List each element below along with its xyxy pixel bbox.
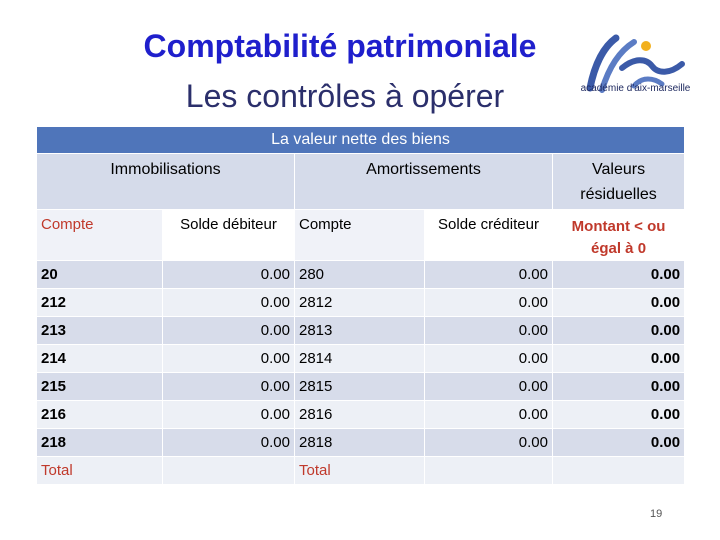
cell-compte-amort: 2813 (295, 317, 425, 345)
total-label: Total (37, 457, 163, 485)
col-montant: Montant < ou égal à 0 (553, 210, 685, 261)
total-valeur (553, 457, 685, 485)
cell-credit: 0.00 (425, 373, 553, 401)
cell-credit: 0.00 (425, 345, 553, 373)
col-compte-immo: Compte (37, 210, 163, 261)
cell-valeur: 0.00 (553, 261, 685, 289)
academy-logo-icon (572, 28, 692, 108)
table-row (37, 401, 685, 429)
total-credit (425, 457, 553, 485)
total-debit (163, 457, 295, 485)
table-row (37, 373, 685, 401)
cell-debit: 0.00 (163, 401, 295, 429)
table-row (37, 289, 685, 317)
cell-compte: 215 (37, 373, 163, 401)
cell-credit: 0.00 (425, 261, 553, 289)
col-compte-amort: Compte (295, 210, 425, 261)
cell-compte: 212 (37, 289, 163, 317)
col-solde-debiteur: Solde débiteur (163, 210, 295, 261)
table-caption: La valeur nette des biens (37, 127, 685, 154)
group-amortissements: Amortissements (295, 154, 553, 210)
cell-debit: 0.00 (163, 345, 295, 373)
cell-compte: 213 (37, 317, 163, 345)
cell-valeur: 0.00 (553, 289, 685, 317)
table-row (37, 261, 685, 289)
slide-subtitle: Les contrôles à opérer (185, 78, 505, 114)
slide-title: Comptabilité patrimoniale (143, 28, 537, 64)
table-row (37, 429, 685, 457)
assets-table (36, 126, 685, 485)
cell-compte-amort: 2816 (295, 401, 425, 429)
cell-compte: 214 (37, 345, 163, 373)
page-number: 19 (650, 508, 663, 520)
total-row (37, 457, 685, 485)
cell-compte-amort: 2814 (295, 345, 425, 373)
cell-compte: 20 (37, 261, 163, 289)
cell-compte-amort: 280 (295, 261, 425, 289)
col-solde-crediteur: Solde créditeur (425, 210, 553, 261)
cell-credit: 0.00 (425, 317, 553, 345)
total-label-amort: Total (295, 457, 425, 485)
group-valeurs: Valeurs résiduelles (553, 154, 685, 210)
table-row (37, 345, 685, 373)
cell-valeur: 0.00 (553, 373, 685, 401)
cell-credit: 0.00 (425, 289, 553, 317)
cell-valeur: 0.00 (553, 345, 685, 373)
cell-compte: 216 (37, 401, 163, 429)
cell-compte-amort: 2812 (295, 289, 425, 317)
cell-debit: 0.00 (163, 261, 295, 289)
cell-debit: 0.00 (163, 289, 295, 317)
table-row (37, 317, 685, 345)
cell-compte-amort: 2815 (295, 373, 425, 401)
cell-valeur: 0.00 (553, 429, 685, 457)
cell-debit: 0.00 (163, 373, 295, 401)
logo-caption: académie d'aix-marseille (580, 83, 691, 94)
cell-debit: 0.00 (163, 317, 295, 345)
cell-compte: 218 (37, 429, 163, 457)
cell-valeur: 0.00 (553, 317, 685, 345)
cell-debit: 0.00 (163, 429, 295, 457)
cell-valeur: 0.00 (553, 401, 685, 429)
cell-compte-amort: 2818 (295, 429, 425, 457)
cell-credit: 0.00 (425, 401, 553, 429)
cell-credit: 0.00 (425, 429, 553, 457)
group-immobilisations: Immobilisations (37, 154, 295, 210)
